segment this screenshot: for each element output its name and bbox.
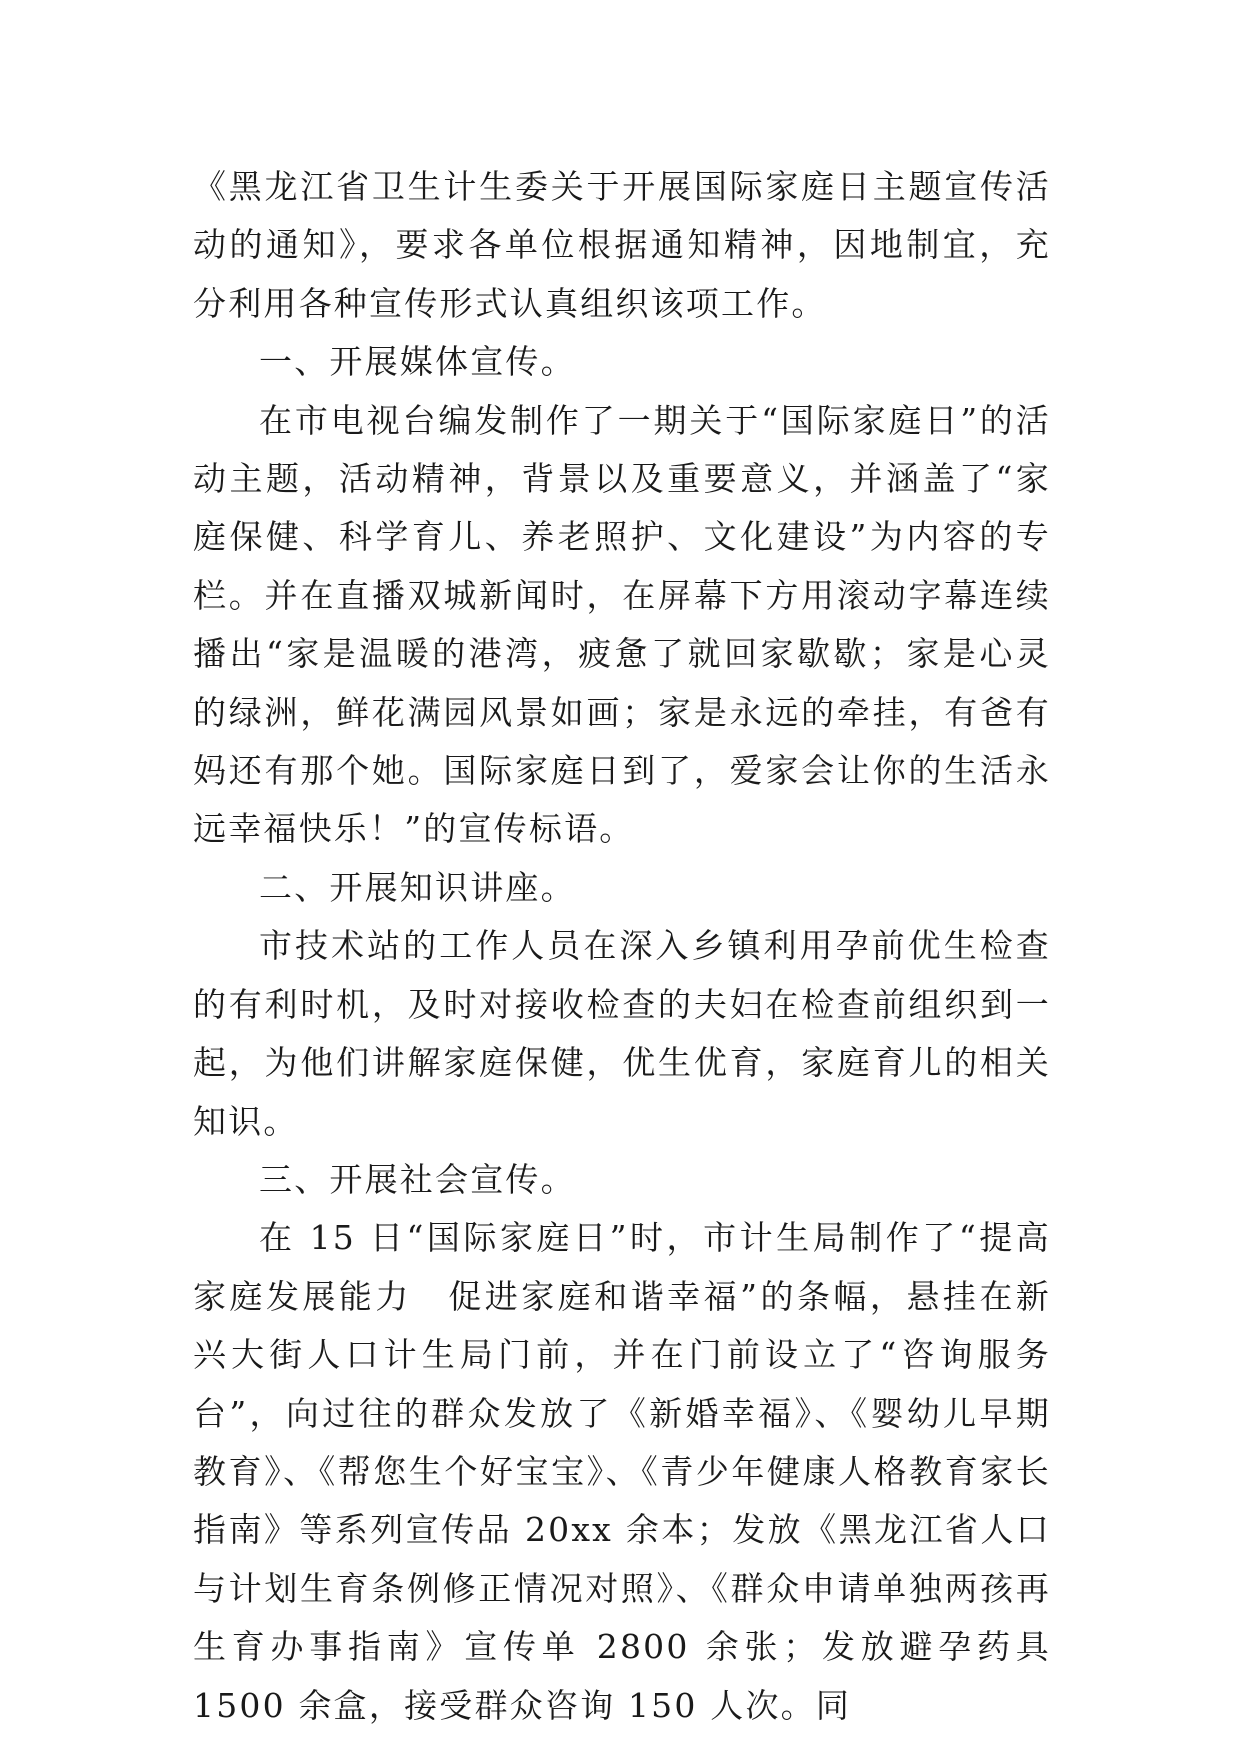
section-heading-knowledge-lectures: 二、开展知识讲座。 xyxy=(259,867,576,907)
paragraph-knowledge-lectures: 市技术站的工作人员在深入乡镇利用孕前优生检查的有利时机，及时对接收检查的夫妇在检查前组织到一起，为他们讲解家庭保健，优生优育，家庭育儿的相关知识。 xyxy=(193,926,1051,1141)
section-heading-media-publicity: 一、开展媒体宣传。 xyxy=(259,342,576,382)
section-heading-social-publicity: 三、开展社会宣传。 xyxy=(259,1159,576,1199)
document-body xyxy=(193,158,1051,1735)
paragraph-media-publicity: 在市电视台编发制作了一期关于“国际家庭日”的活动主题，活动精神，背景以及重要意义，并涵盖了“家庭保健、科学育儿、养老照护、文化建设”为内容的专栏。并在直播双城新闻时，在屏幕下方用滚动字幕连续播出“家是温暖的港湾，疲惫了就回家歇歇；家是心灵的绿洲，鲜花满园风景如画；家是永远的牵挂，有爸有妈还有那个她。国际家庭日到了，爱家会让你的生活永远幸福快乐！”的宣传标语。 xyxy=(193,400,1051,849)
paragraph-notice-continuation: 《黑龙江省卫生计生委关于开展国际家庭日主题宣传活动的通知》，要求各单位根据通知精神，因地制宜，充分利用各种宣传形式认真组织该项工作。 xyxy=(193,167,1051,323)
paragraph-social-publicity: 在 15 日“国际家庭日”时，市计生局制作了“提高家庭发展能力 促进家庭和谐幸福”的条幅，悬挂在新兴大街人口计生局门前，并在门前设立了“咨询服务台”，向过往的群众发放了《新婚幸福》、《婴幼儿早期教育》、《帮您生个好宝宝》、《青少年健康人格教育家长指南》等系列宣传品 20xx 余本；发放《黑龙江省人口与计划生育条例修正情况对照》、《群众申请单独两孩再生育办事指南》宣传单 2800 余张；发放避孕药具 1500 余盒，接受群众咨询 150 人次。同 xyxy=(193,1218,1051,1725)
